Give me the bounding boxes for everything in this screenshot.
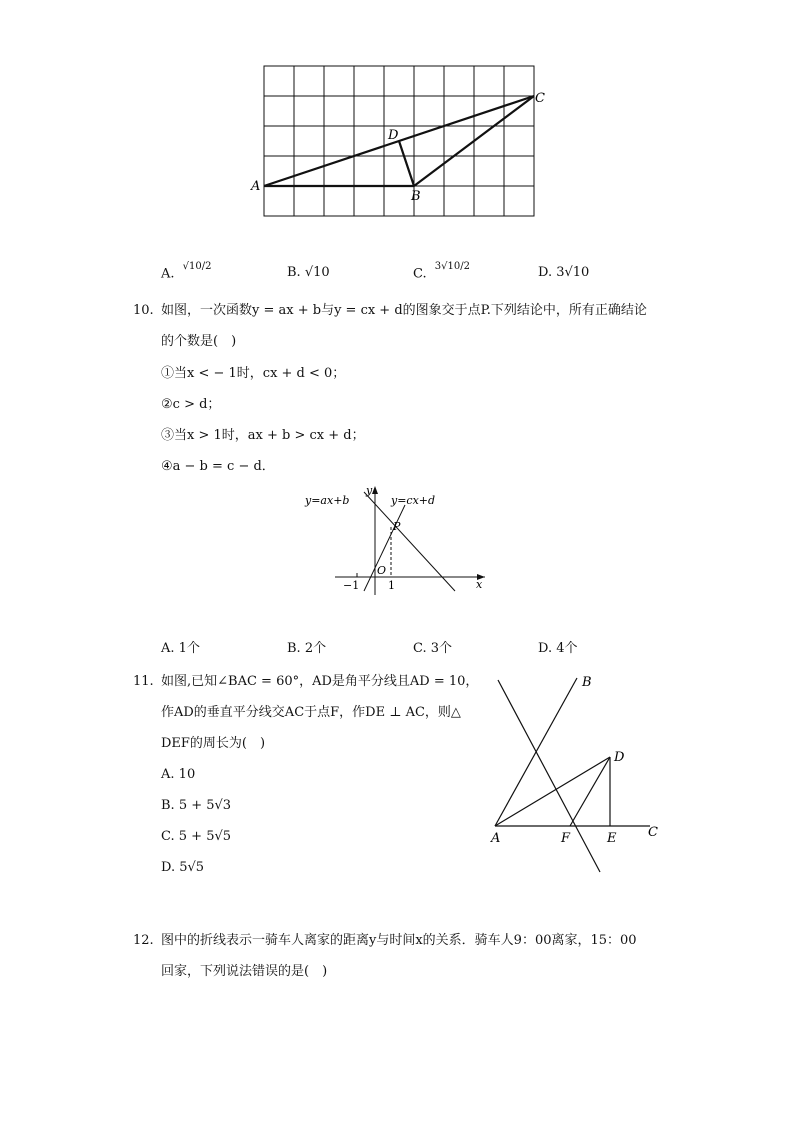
option-letter: A. [161, 767, 175, 782]
q10-number: 10. [133, 303, 154, 318]
y-axis-label: y [366, 484, 373, 497]
tick-1-label: 1 [388, 579, 395, 592]
option-letter: B. [161, 798, 175, 813]
option-letter: D. [161, 860, 176, 875]
q10-function-graph [300, 480, 500, 600]
option-letter: D. [538, 265, 553, 280]
x-axis-label: x [476, 578, 483, 591]
y-arrow [372, 486, 378, 494]
option-b-text: 5 + 5√3 [178, 798, 232, 813]
option-b-text: 2个 [304, 641, 327, 656]
q11-stem-line2: 作AD的垂直平分线交AC于点F，作DE ⊥ AC，则△ [161, 705, 461, 720]
q10-item-2: ②c > d； [161, 397, 221, 412]
line-cx-d [364, 505, 405, 591]
option-a-value [179, 261, 212, 284]
q12-stem-line2: 回家，下列说法错误的是( ) [161, 964, 328, 979]
label-ax-b: y=ax+b [305, 494, 350, 507]
option-d-text: 5√5 [179, 860, 205, 875]
label-c: C [535, 91, 545, 106]
segment-df [570, 757, 610, 826]
option-d-text: 3√10 [556, 265, 590, 280]
tick-neg1-label: −1 [343, 579, 360, 592]
label-c: C [648, 825, 658, 840]
q9-option-d[interactable] [538, 264, 589, 282]
q11-option-c[interactable] [161, 828, 231, 846]
option-letter: D. [538, 641, 553, 656]
q10-item-3: ③当x > 1时，ax + b > cx + d； [161, 428, 365, 443]
q11-geometry-figure [480, 665, 680, 880]
q10-stem-line2: 的个数是( ) [161, 334, 237, 349]
q10-stem-line1: 如图，一次函数y = ax + b与y = cx + d的图象交于点P.下列结论中，所有正确结论 [161, 303, 647, 318]
q11-stem-line1: 如图,已知∠BAC = 60°，AD是角平分线且AD = 10， [161, 674, 479, 689]
option-a-text: √10/2 [182, 261, 212, 272]
label-f: F [561, 831, 571, 846]
label-e: E [607, 831, 617, 846]
q11-option-a[interactable] [161, 766, 195, 784]
option-d-text: 4个 [556, 641, 578, 656]
q9-grid-figure [245, 58, 555, 228]
q11-number: 11. [133, 674, 154, 689]
segment-ad [495, 757, 610, 826]
label-a: A [251, 179, 261, 194]
q9-option-c[interactable] [413, 261, 471, 284]
point-p-label: P [393, 520, 401, 533]
q10-option-b[interactable] [287, 640, 326, 658]
q12-number: 12. [133, 933, 154, 948]
q10-item-4: ④a − b = c − d． [161, 459, 275, 474]
label-a: A [491, 831, 501, 846]
q11-option-d[interactable] [161, 859, 204, 877]
option-c-text: 5 + 5√5 [178, 829, 232, 844]
option-letter: B. [287, 265, 301, 280]
label-cx-d: y=cx+d [391, 494, 436, 507]
q10-option-a[interactable] [161, 640, 200, 658]
q10-option-c[interactable] [413, 640, 452, 658]
q12-stem-line1: 图中的折线表示一骑车人离家的距离y与时间x的关系．骑车人9：00离家，15：00 [161, 933, 637, 948]
q9-option-b[interactable] [287, 264, 330, 282]
option-letter: C. [413, 266, 427, 282]
q9-option-a[interactable] [161, 261, 212, 284]
q10-item-1: ①当x < − 1时，cx + d < 0； [161, 366, 346, 381]
triangle-abc [264, 96, 534, 186]
label-d: D [614, 750, 625, 765]
label-b: B [582, 675, 592, 690]
option-letter: A. [161, 266, 175, 282]
q10-option-d[interactable] [538, 640, 578, 658]
option-a-text: 1个 [178, 641, 200, 656]
option-c-text: 3个 [430, 641, 453, 656]
perp-bisector [498, 680, 600, 872]
q11-option-b[interactable] [161, 797, 231, 815]
option-b-text: √10 [304, 265, 330, 280]
option-c-text: 3√10/2 [434, 261, 470, 272]
option-letter: A. [161, 641, 175, 656]
option-a-text: 10 [178, 767, 196, 782]
label-b: B [411, 189, 421, 204]
option-letter: C. [161, 829, 175, 844]
option-c-value [431, 261, 471, 284]
option-letter: C. [413, 641, 427, 656]
origin-label: O [377, 564, 387, 577]
q11-stem-line3: DEF的周长为( ) [161, 736, 266, 751]
option-letter: B. [287, 641, 301, 656]
label-d: D [388, 128, 399, 143]
